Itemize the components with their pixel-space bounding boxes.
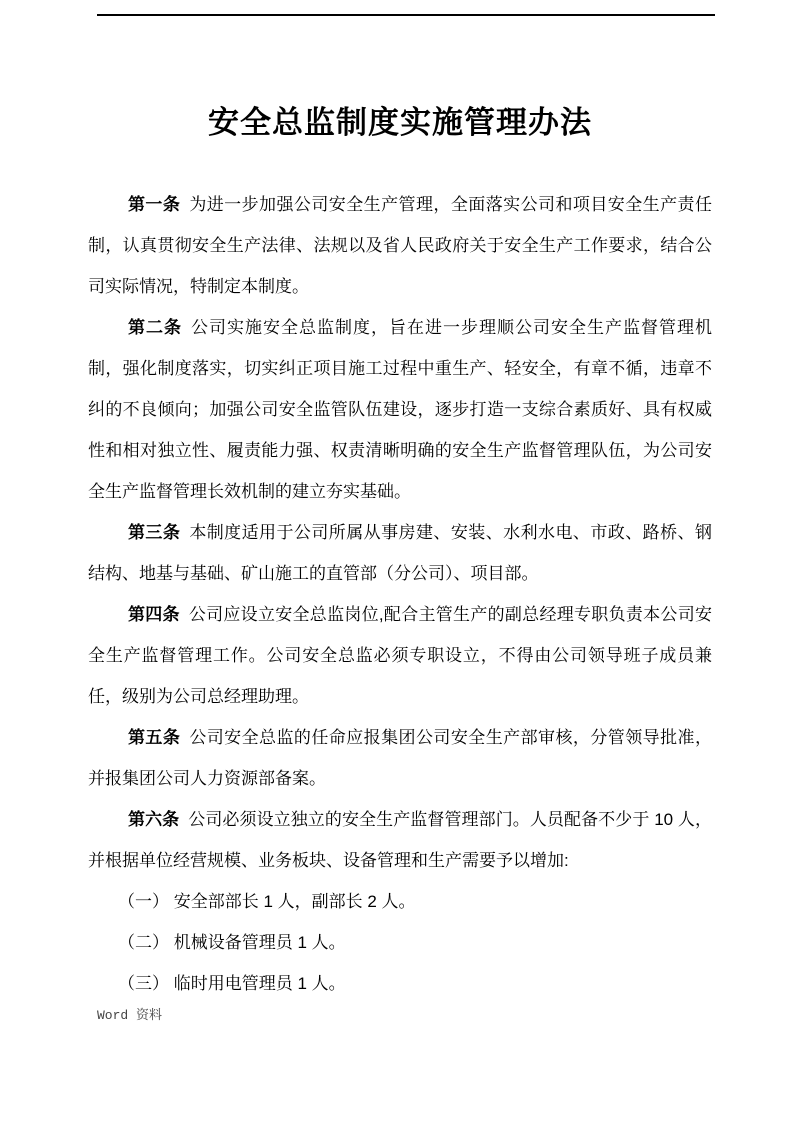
- paragraph-article-5: [88, 717, 712, 799]
- article-1-text: 为进一步加强公司安全生产管理，全面落实公司和项目安全生产责任制，认真贯彻安全生产法律、法规以及省人民政府关于安全生产工作要求，结合公司实际情况，特制定本制度。: [88, 195, 712, 296]
- article-6-label: 第六条: [128, 810, 180, 829]
- document-body: [88, 184, 712, 1004]
- paragraph-article-6: [88, 799, 712, 881]
- article-5-text: 公司安全总监的任命应报集团公司安全生产部审核，分管领导批准，并报集团公司人力资源部备案。: [88, 728, 712, 788]
- document-title: 安全总监制度实施管理办法: [208, 105, 592, 140]
- paragraph-article-1: [88, 184, 712, 307]
- paragraph-article-4: [88, 594, 712, 717]
- paragraph-article-3: [88, 512, 712, 594]
- article-1-label: 第一条: [128, 195, 181, 214]
- article-2-label: 第二条: [128, 318, 182, 337]
- article-4-text: 公司应设立安全总监岗位,配合主管生产的副总经理专职负责本公司安全生产监督管理工作。公司安全总监必须专职设立，不得由公司领导班子成员兼任，级别为公司总经理助理。: [88, 605, 712, 706]
- article-5-label: 第五条: [128, 728, 181, 747]
- list-item-2: （二） 机械设备管理员 1 人。: [118, 933, 346, 952]
- list-item-1: （一） 安全部部长 1 人，副部长 2 人。: [118, 892, 416, 911]
- header-rule: [97, 14, 715, 16]
- article-4-label: 第四条: [128, 605, 180, 624]
- article-6-text: 公司必须设立独立的安全生产监督管理部门。人员配备不少于 10 人，并根据单位经营规模、业务板块、设备管理和生产需要予以增加:: [88, 810, 713, 870]
- list-item-3: （三） 临时用电管理员 1 人。: [118, 974, 346, 993]
- paragraph-article-2: [88, 307, 712, 512]
- footer-watermark: Word 资料: [97, 1008, 163, 1023]
- article-3-label: 第三条: [128, 523, 181, 542]
- article-3-text: 本制度适用于公司所属从事房建、安装、水利水电、市政、路桥、钢结构、地基与基础、矿山施工的直管部（分公司）、项目部。: [88, 523, 712, 583]
- article-2-text: 公司实施安全总监制度，旨在进一步理顺公司安全生产监督管理机制，强化制度落实，切实纠正项目施工过程中重生产、轻安全，有章不循，违章不纠的不良倾向；加强公司安全监管队伍建设，逐步打造一支综合素质好、具有权威性和相对独立性、履责能力强、权责清晰明确的安全生产监督管理队伍，为公司安全生产监督管理长效机制的建立夯实基础。: [88, 318, 712, 501]
